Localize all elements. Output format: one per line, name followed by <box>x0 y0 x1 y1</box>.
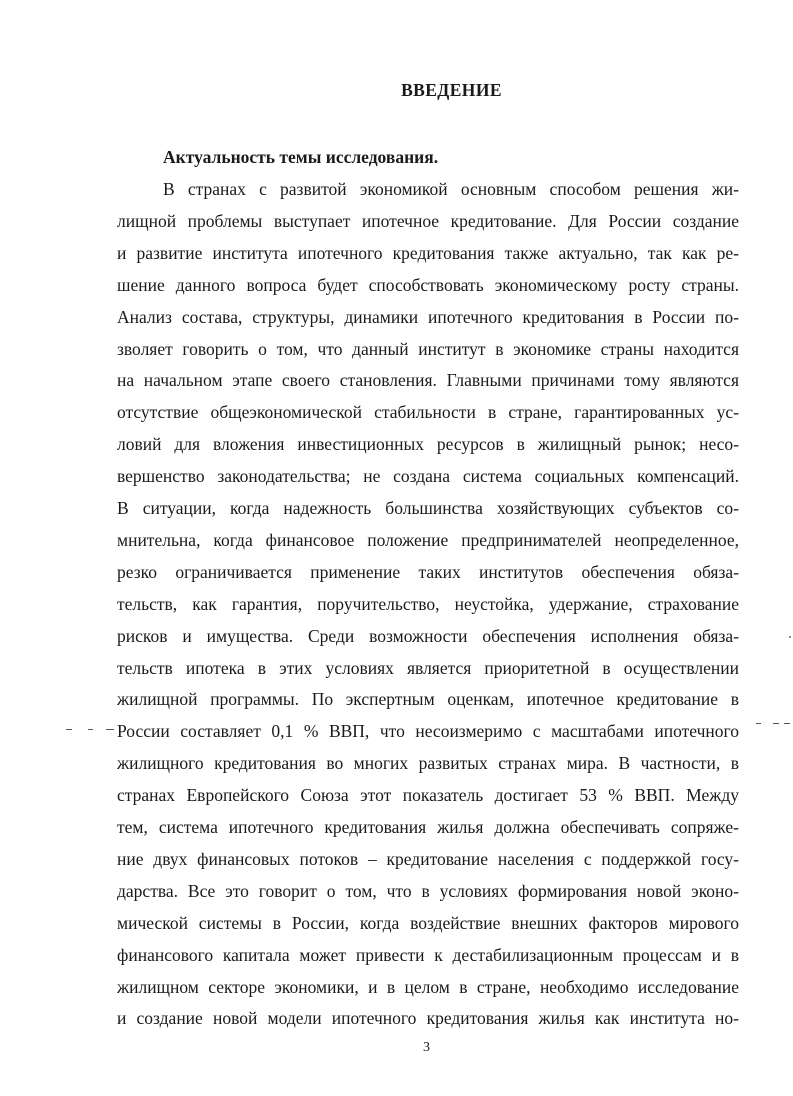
section-heading: Актуальность темы исследования. <box>163 147 439 167</box>
text-line: тельств, как гарантия, поручительство, неустойка, удержание, страхование <box>117 593 739 614</box>
page-title: ВВЕДЕНИЕ <box>401 80 502 100</box>
text-line: жилищной программы. По экспертным оценкам, ипотечное кредитование в <box>117 689 739 710</box>
text-line: ние двух финансовых потоков – кредитование населения с поддержкой госу- <box>117 848 739 869</box>
text-line: финансового капитала может привести к дестабилизационным процессам и в <box>117 944 739 965</box>
text-line: жилищного кредитования во многих развитых странах мира. В частности, в <box>117 753 739 774</box>
scan-mark-left-3 <box>106 729 114 730</box>
text-line: мической системы в России, когда воздействие внешних факторов мирового <box>117 912 739 933</box>
page-number: 3 <box>423 1040 430 1055</box>
scan-mark-right-2 <box>773 723 779 724</box>
text-line: жилищном секторе экономики, и в целом в стране, необходимо исследование <box>117 976 739 997</box>
text-line: рисков и имущества. Среди возможности обеспечения исполнения обяза- <box>117 625 739 646</box>
text-line: В ситуации, когда надежность большинства хозяйствующих субъектов со- <box>117 498 739 518</box>
text-line: тельств ипотека в этих условиях является приоритетной в осуществлении <box>117 657 739 678</box>
scan-mark-left-1 <box>66 729 72 730</box>
text-line: зволяет говорить о том, что данный институт в экономике страны находится <box>117 338 739 359</box>
scan-mark-left-2 <box>88 729 93 730</box>
text-line: мнительна, когда финансовое положение предпринимателей неопределенное, <box>117 529 739 550</box>
text-line: ловий для вложения инвестиционных ресурсов в жилищный рынок; несо- <box>117 434 739 455</box>
text-line: вершенство законодательства; не создана система социальных компенсаций. <box>117 466 739 487</box>
text-line: Анализ состава, структуры, динамики ипотечного кредитования в России по- <box>117 306 739 327</box>
scan-mark-right-1 <box>756 723 761 724</box>
text-line: резко ограничивается применение таких институтов обеспечения обяза- <box>117 561 739 582</box>
text-line: дарства. Все это говорит о том, что в условиях формирования новой эконо- <box>117 880 739 901</box>
text-line: тем, система ипотечного кредитования жилья должна обеспечивать сопряже- <box>117 817 739 837</box>
text-line: В странах с развитой экономикой основным способом решения жи- <box>163 179 739 199</box>
text-line: лищной проблемы выступает ипотечное кредитование. Для России создание <box>117 210 739 231</box>
scan-mark-right-3 <box>784 723 790 724</box>
text-line: на начальном этапе своего становления. Главными причинами тому являются <box>117 370 739 391</box>
scan-speck <box>789 636 791 638</box>
text-line: отсутствие общеэкономической стабильности в стране, гарантированных ус- <box>117 402 739 423</box>
text-line: шение данного вопроса будет способствовать экономическому росту страны. <box>117 274 739 295</box>
text-line: России составляет 0,1 % ВВП, что несоизмеримо с масштабами ипотечного <box>117 721 739 742</box>
text-line: и создание новой модели ипотечного кредитования жилья как института но- <box>117 1008 739 1029</box>
text-line: и развитие института ипотечного кредитования также актуально, так как ре- <box>117 242 739 263</box>
text-line: странах Европейского Союза этот показатель достигает 53 % ВВП. Между <box>117 785 739 806</box>
